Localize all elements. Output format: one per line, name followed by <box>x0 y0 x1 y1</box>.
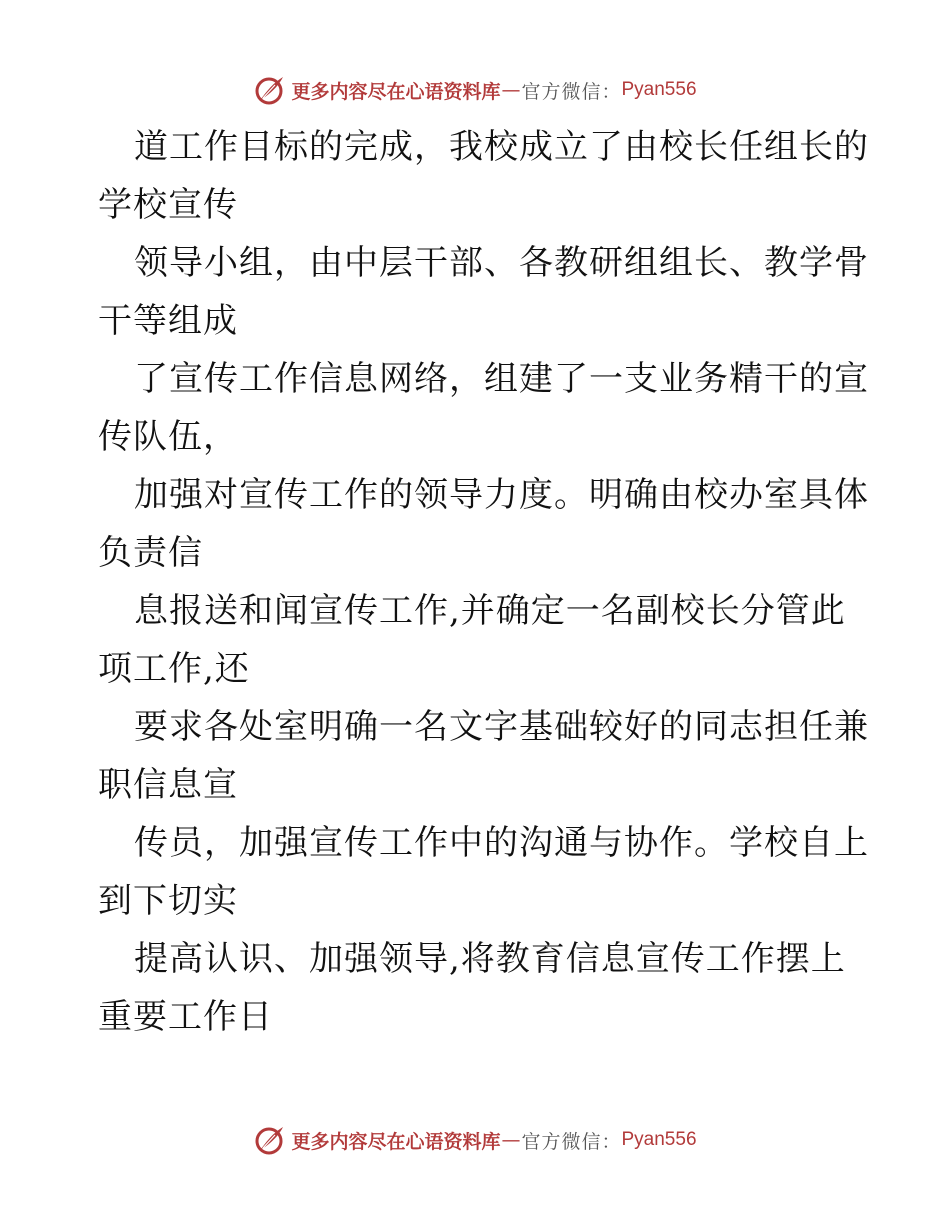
paragraph-line: 传员，加强宣传工作中的沟通与协作。学校自上 <box>134 823 869 863</box>
quill-pen-circle-icon <box>253 73 287 107</box>
paragraph <box>98 582 858 698</box>
paragraph <box>98 350 869 466</box>
paragraph-line: 干等组成 <box>98 301 238 341</box>
paragraph <box>98 698 869 814</box>
paragraph-line: 要求各处室明确一名文字基础较好的同志担任兼 <box>134 707 869 747</box>
paragraph-line: 项工作,还 <box>98 649 250 689</box>
paragraph-line: 负责信 <box>98 533 203 573</box>
banner-dash: — <box>501 79 521 101</box>
paragraph-line: 传队伍， <box>98 417 238 457</box>
banner-wechat-id: Pyan556 <box>621 79 697 100</box>
quill-pen-circle-icon <box>253 1123 287 1157</box>
paragraph-line: 到下切实 <box>98 881 238 921</box>
paragraph-line: 提高认识、加强领导,将教育信息宣传工作摆上 <box>134 939 846 979</box>
paragraph-line: 息报送和闻宣传工作,并确定一名副校长分管此 <box>134 591 846 631</box>
paragraph-line: 了宣传工作信息网络，组建了一支业务精干的宣 <box>134 359 869 399</box>
header-banner <box>0 70 950 110</box>
paragraph-line: 加强对宣传工作的领导力度。明确由校办室具体 <box>134 475 869 515</box>
banner-dash: — <box>501 1129 521 1151</box>
document-body <box>98 118 869 1046</box>
banner-title: 更多内容尽在心语资料库 <box>291 80 501 103</box>
paragraph <box>98 234 869 350</box>
paragraph <box>98 118 869 234</box>
paragraph-line: 学校宣传 <box>98 185 238 225</box>
banner-wechat-label: 官方微信： <box>521 80 622 103</box>
banner-title: 更多内容尽在心语资料库 <box>291 1130 501 1153</box>
paragraph-line: 领导小组，由中层干部、各教研组组长、教学骨 <box>134 243 869 283</box>
paragraph <box>98 930 858 1046</box>
banner-wechat-id: Pyan556 <box>621 1129 697 1150</box>
paragraph <box>98 466 869 582</box>
paragraph-line: 重要工作日 <box>98 997 273 1037</box>
banner-wechat-label: 官方微信： <box>521 1130 622 1153</box>
paragraph-line: 职信息宣 <box>98 765 238 805</box>
paragraph-line: 道工作目标的完成，我校成立了由校长任组长的 <box>134 127 869 167</box>
footer-banner <box>0 1120 950 1160</box>
paragraph <box>98 814 869 930</box>
